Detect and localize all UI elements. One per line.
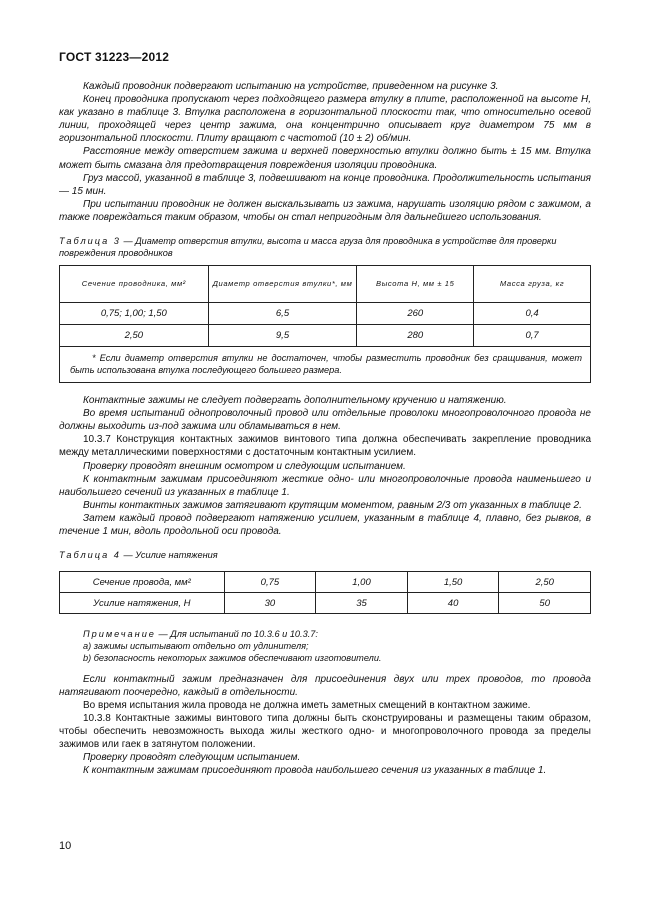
paragraph: Во время испытаний однопроволочный провод или отдельные проволоки многопроволочного провода не должны выходить из-под зажима или обламываться в нем. <box>59 408 591 433</box>
paragraph: К контактным зажимам присоединяют провода наибольшего сечения из указанных в таблице 1. <box>83 765 547 777</box>
table-header-cell: Диаметр отверстия втулки*, мм <box>208 266 357 303</box>
clause-10-3-7: 10.3.7 Конструкция контактных зажимов винтового типа должна обеспечивать закрепление проводника между металлическими поверхностями с достаточным контактным усилием. <box>59 434 591 459</box>
note-label: Примечание <box>83 629 156 640</box>
table-cell: 280 <box>357 325 474 347</box>
table-header-cell: Масса груза, кг <box>474 266 591 303</box>
table-footnote: * Если диаметр отверстия втулки не достаточен, чтобы разместить проводник без сращивания, может быть использована втулка последующего большего размера. <box>60 347 591 383</box>
paragraph: Проверку проводят следующим испытанием. <box>83 752 301 764</box>
paragraph: Винты контактных зажимов затягивают крутящим моментом, равным 2/3 от указанных в таблице 2. <box>83 499 582 511</box>
table-cell: 35 <box>316 593 408 614</box>
paragraph: Проверку проводят внешним осмотром и следующим испытанием. <box>83 460 406 472</box>
note-item: а) зажимы испытывают отдельно от удлинителя; <box>83 641 309 652</box>
note-text: — Для испытаний по 10.3.6 и 10.3.7: <box>158 629 318 640</box>
table-cell: 50 <box>499 593 591 614</box>
table-cell: 6,5 <box>208 303 357 325</box>
table-cell: 0,4 <box>474 303 591 325</box>
table-cell: 40 <box>407 593 499 614</box>
standard-header: ГОСТ 31223—2012 <box>59 50 170 64</box>
note-block <box>83 628 591 665</box>
table4-caption <box>59 549 591 561</box>
table-3 <box>59 265 591 383</box>
paragraph: Затем каждый провод подвергают натяжению усилием, указанным в таблице 4, плавно, без рывков, в течение 1 мин, вдоль продольной оси провода. <box>59 512 591 537</box>
table-cell: 260 <box>357 303 474 325</box>
table-row <box>60 572 591 593</box>
table3-caption <box>59 235 591 259</box>
table-header-row <box>60 266 591 303</box>
paragraph: Если контактный зажим предназначен для присоединения двух или трех проводов, то провода натягивают поочередно, каждый в отдельности. <box>59 673 591 698</box>
page-number: 10 <box>59 840 72 852</box>
paragraph: Груз массой, указанной в таблице 3, подвешивают на конце проводника. Продолжительность испытания — 15 мин. <box>59 172 591 197</box>
table-row-label: Усилие натяжения, Н <box>60 593 225 614</box>
paragraph: Расстояние между отверстием зажима и верхней поверхностью втулки должно быть ± 15 мм. Втулка может быть смазана для предотвращения повреждения изоляции проводника. <box>59 146 591 171</box>
table-row-label: Сечение провода, мм² <box>60 572 225 593</box>
table-header-cell: Сечение проводника, мм² <box>60 266 209 303</box>
paragraph: Во время испытания жила провода не должна иметь заметных смещений в контактном зажиме. <box>83 699 531 711</box>
page-content <box>59 80 591 777</box>
paragraph: К контактным зажимам присоединяют жесткие одно- или многопроволочные провода наименьшего и наибольшего сечений из указанных в таблице 1. <box>59 473 591 498</box>
table-cell: 0,75; 1,00; 1,50 <box>60 303 209 325</box>
note-item: b) безопасность некоторых зажимов обеспечивают изготовители. <box>83 653 382 664</box>
table-footnote-row <box>60 347 591 383</box>
clause-10-3-8: 10.3.8 Контактные зажимы винтового типа должны быть сконструированы и размещены таким образом, чтобы обеспечить невозможность выхода жилы жесткого одно- и многопроволочного провода за пределы зажимов или гаек в затянутом положении. <box>59 712 591 751</box>
table-cell: 1,00 <box>316 572 408 593</box>
table3-caption-label: Таблица 3 <box>59 236 121 247</box>
table3-caption-text: — Диаметр отверстия втулки, высота и масса груза для проводника в устройстве для проверки повреждения проводников <box>59 236 557 259</box>
table-header-cell: Высота H, мм ± 15 <box>357 266 474 303</box>
table4-caption-label: Таблица 4 <box>59 550 121 561</box>
table-cell: 1,50 <box>407 572 499 593</box>
table-4 <box>59 571 591 614</box>
paragraph: Каждый проводник подвергают испытанию на устройстве, приведенном на рисунке 3. <box>83 81 499 92</box>
note-heading <box>83 628 591 640</box>
table-cell: 2,50 <box>60 325 209 347</box>
table4-caption-text: — Усилие натяжения <box>123 550 218 561</box>
paragraph: Контактные зажимы не следует подвергать дополнительному кручению и натяжению. <box>83 395 507 407</box>
paragraph: Конец проводника пропускают через подходящего размера втулку в плите, расположенной на высоте H, как указано в таблице 3. Втулка расположена в горизонтальной плоскости так, что относительно осевой линии, проходящей через центр зажима, она концентрично описывает круг диаметром 75 мм в горизонтальной плоскости. Плиту вращают с частотой (10 ± 2) об/мин. <box>59 94 591 145</box>
table-cell: 30 <box>224 593 316 614</box>
table-cell: 9,5 <box>208 325 357 347</box>
table-row <box>60 325 591 347</box>
paragraph: При испытании проводник не должен выскальзывать из зажима, нарушать изоляцию рядом с зажимом, а также повреждаться таким образом, чтобы он стал непригодным для дальнейшего использования. <box>59 198 591 223</box>
table-row <box>60 593 591 614</box>
table-cell: 2,50 <box>499 572 591 593</box>
table-cell: 0,7 <box>474 325 591 347</box>
table-row <box>60 303 591 325</box>
table-cell: 0,75 <box>224 572 316 593</box>
